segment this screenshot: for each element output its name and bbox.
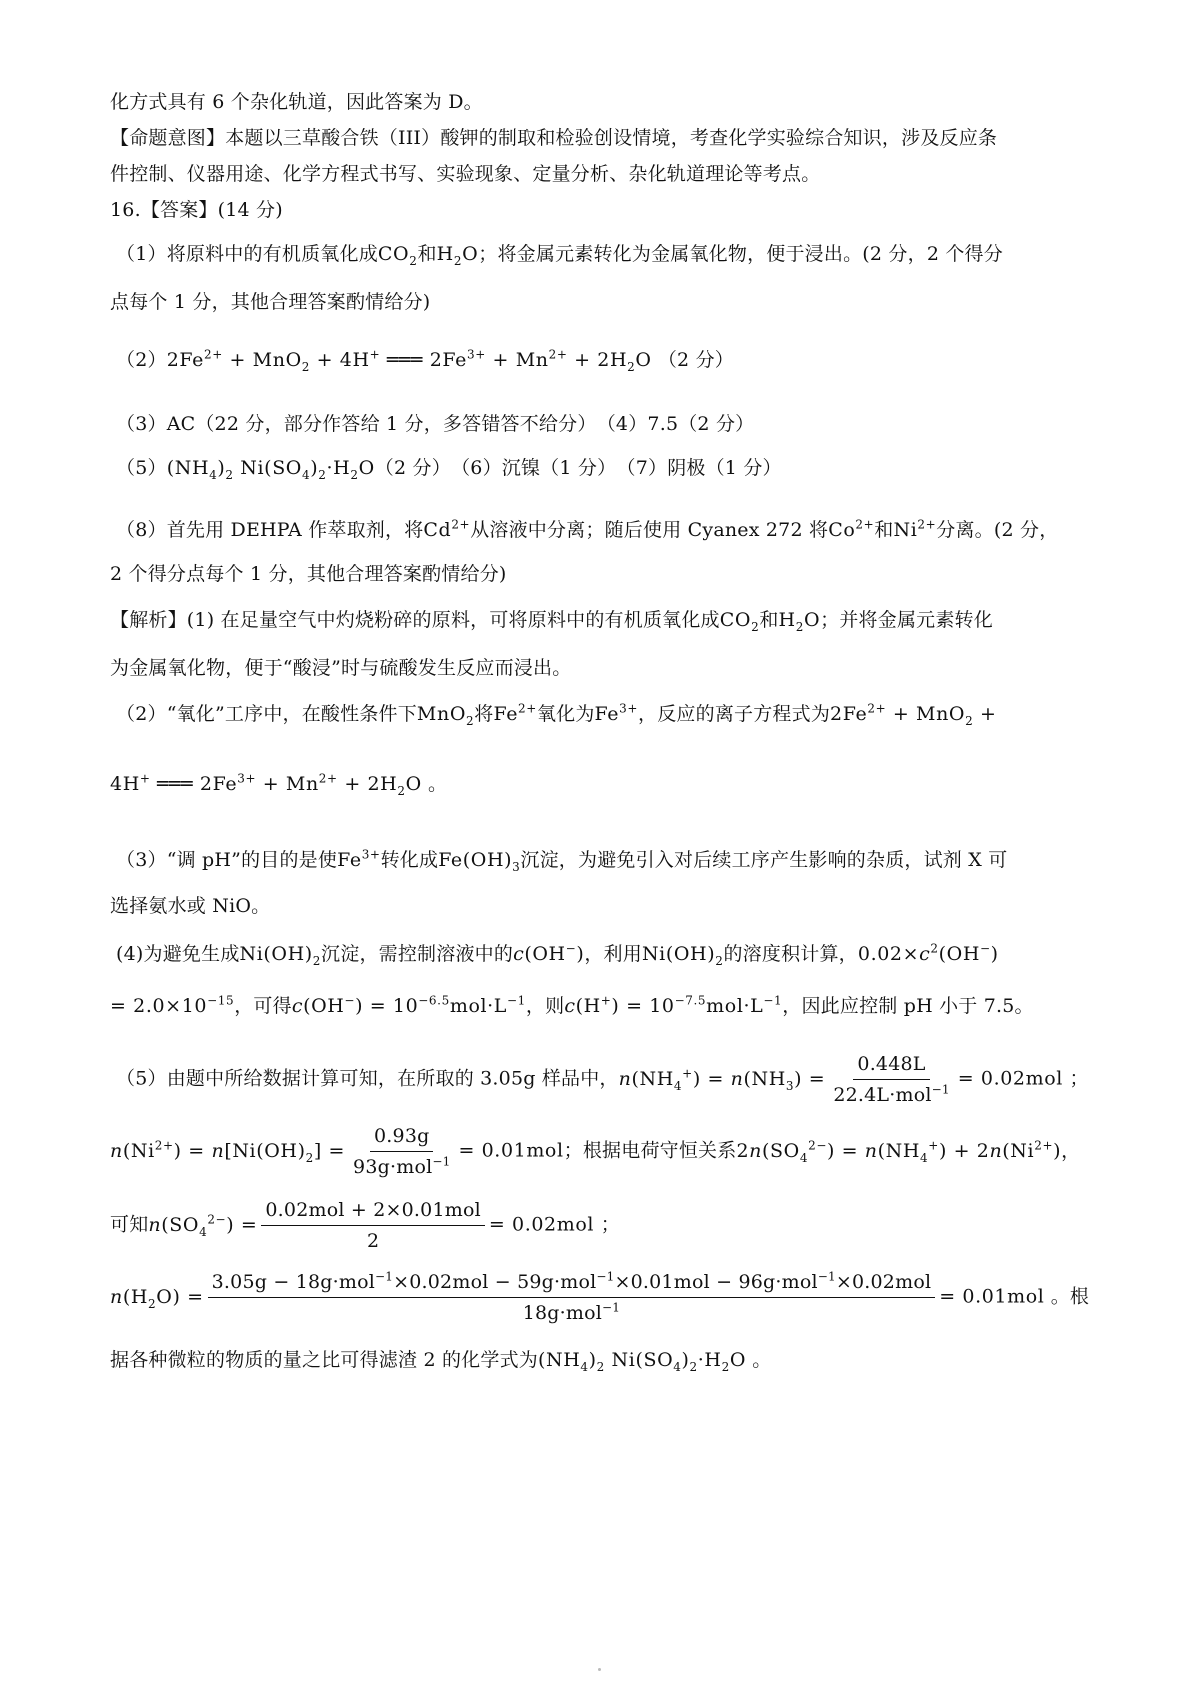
text-line: 化方式具有 6 个杂化轨道，因此答案为 D。 (110, 91, 483, 113)
text-line: 【解析】(1) 在足量空气中灼烧粉碎的原料，可将原料中的有机质氧化成$CO_2$和$H_2O$；并将金属元素转化 (110, 609, 993, 634)
equation-line: （5）由题中所给数据计算可知，在所取的 3.05g 样品中，$n(NH_4^+) = n(NH_3)$ = $\frac{0.448L}{22.4L\cdot mol^{-1}}$ = 0.02mol ； (116, 1053, 1090, 1106)
text-line: （1）将原料中的有机质氧化成$CO_2$和$H_2O$；将金属元素转化为金属氧化物，便于浸出。(2 分，2 个得分 (116, 243, 1003, 268)
text-line: （3）AC（22 分，部分作答给 1 分，多答错答不给分） （4）7.5（2 分） (116, 413, 755, 435)
equation-line: $n(H_2O)$ = 3.05g − 18g·mol$^{-1}$×0.02mol − 59g·mol$^{-1}$×0.01mol − 96g·mol$^{-1}$×0.02mol 18g·mol$^{-1}$ = 0.01mol 。根 (110, 1269, 1090, 1324)
text-line: （3）“调 pH”的目的是使$Fe^{3+}$转化成$Fe(OH)_3$沉淀，为避免引入对后续工序产生影响的杂质，试剂 X 可 (116, 847, 1008, 874)
fraction: 3.05g − 18g·mol$^{-1}$×0.02mol − 59g·mol$^{-1}$×0.01mol − 96g·mol$^{-1}$×0.02mol 18g·mol$^{-1}$ (208, 1270, 936, 1325)
text-line: (4)为避免生成$Ni(OH)_2$沉淀，需控制溶液中的c(OH−)，利用$Ni(OH)_2$的溶度积计算，$0.02\times c^2(OH^-)$ (116, 941, 999, 968)
answer-heading: 16.【答案】(14 分) (110, 199, 283, 221)
text-line: 选择氨水或 NiO。 (110, 895, 271, 917)
fraction: $\frac{0.448L}{22.4L\cdot mol^{-1}}$ (833, 1053, 950, 1106)
equation-line: $(2)2Fe^{2+} + MnO_2 + 4H^+$ ═══ $2Fe^{3+} + Mn^{2+} + 2H_2O$ （2 分） (116, 347, 734, 374)
text-line: 【命题意图】本题以三草酸合铁（III）酸钾的制取和检验创设情境，考查化学实验综合知识，涉及反应条 (110, 127, 998, 149)
page-mark (598, 1668, 601, 1671)
text-line: 为金属氧化物，便于“酸浸”时与硫酸发生反应而浸出。 (110, 657, 572, 679)
fraction: $\frac{\text{0.02mol + 2×0.01mol}}{2}$ (261, 1198, 484, 1253)
text-line: 点每个 1 分，其他合理答案酌情给分) (110, 291, 431, 313)
equation-line: 4H+ ═══ $2Fe^{3+} + Mn^{2+} + 2H_2O$ 。 (110, 771, 448, 798)
text-line: （2）“氧化”工序中，在酸性条件下MnO$_2$将$Fe^{2+}$氧化为$Fe^{3+}$，反应的离子方程式为$2Fe^{2+} + MnO_2$ + (116, 701, 997, 728)
text-line: 件控制、仪器用途、化学方程式书写、实验现象、定量分析、杂化轨道理论等考点。 (110, 163, 821, 185)
equation-line: 可知$n(SO_4^{2-})$ = $\frac{\text{0.02mol + 2×0.01mol}}{2}$ = 0.02mol ； (110, 1199, 621, 1252)
text-line: 据各种微粒的物质的量之比可得滤渣 2 的化学式为$(NH_4)_2$ $Ni(SO_4)_2\cdot H_2O$ 。 (110, 1349, 772, 1374)
equation-line: = $2.0\times 10^{-15}$，可得$c(OH^-) = 10^{-6.5}mol\cdot L^{-1}$，则$c(H^+) = 10^{-7.5}mol\cdot L^{-1}$，因此应控制 pH 小于 7.5。 (110, 993, 1034, 1017)
text-line: 2 个得分点每个 1 分，其他合理答案酌情给分) (110, 563, 507, 585)
text-line: $(5)(NH_4)_2$ $Ni(SO_4)_2\cdot H_2O(2$ 分） （6）沉镍（1 分） （7）阴极（1 分） (116, 457, 782, 482)
fraction: $\frac{0.93g}{93g\cdot mol^{-1}}$ (353, 1125, 451, 1178)
text-line: （8）首先用 DEHPA 作萃取剂，将$Cd^{2+}$从溶液中分离；随后使用 Cyanex 272 将$Co^{2+}$和$Ni^{2+}$分离。(2 分， (116, 517, 1059, 541)
equation-line: $n(Ni^{2+}) = n[Ni(OH)_2]$ = $\frac{0.93g}{93g\cdot mol^{-1}}$ = 0.01mol；根据电荷守恒关系$2n(SO_4^{2-}) = n(NH_4^+) + 2n(Ni^{2+})$， (110, 1125, 1081, 1178)
